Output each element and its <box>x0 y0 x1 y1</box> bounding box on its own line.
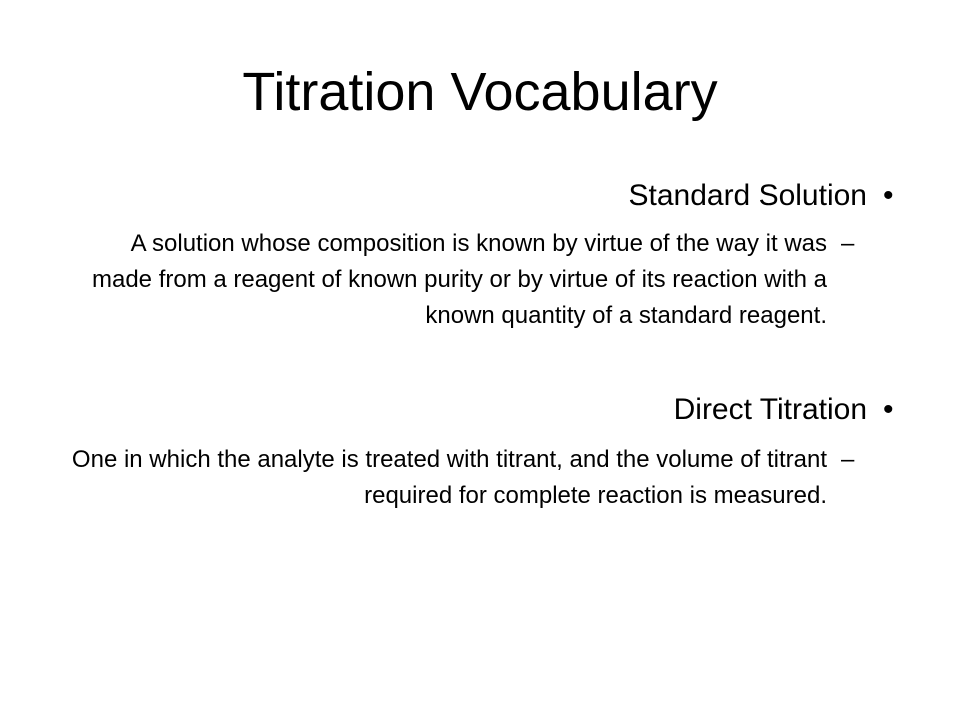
bullet-icon: • <box>883 393 894 426</box>
definition-direct-titration: One in which the analyte is treated with titrant, and the volume of titrant required for complete reaction is measured. <box>71 446 827 509</box>
term-direct-titration: Direct Titration <box>673 393 867 426</box>
term-standard-solution: Standard Solution <box>628 179 867 212</box>
bullet-icon: • <box>883 179 894 212</box>
slide-title: Titration Vocabulary <box>242 62 718 122</box>
dash-icon: – <box>841 446 855 473</box>
definition-standard-solution: A solution whose composition is known by virtue of the way it was made from a reagent of known purity or by virtue of its reaction with a known quantity of a standard reagent. <box>91 230 827 329</box>
dash-icon: – <box>841 230 855 257</box>
